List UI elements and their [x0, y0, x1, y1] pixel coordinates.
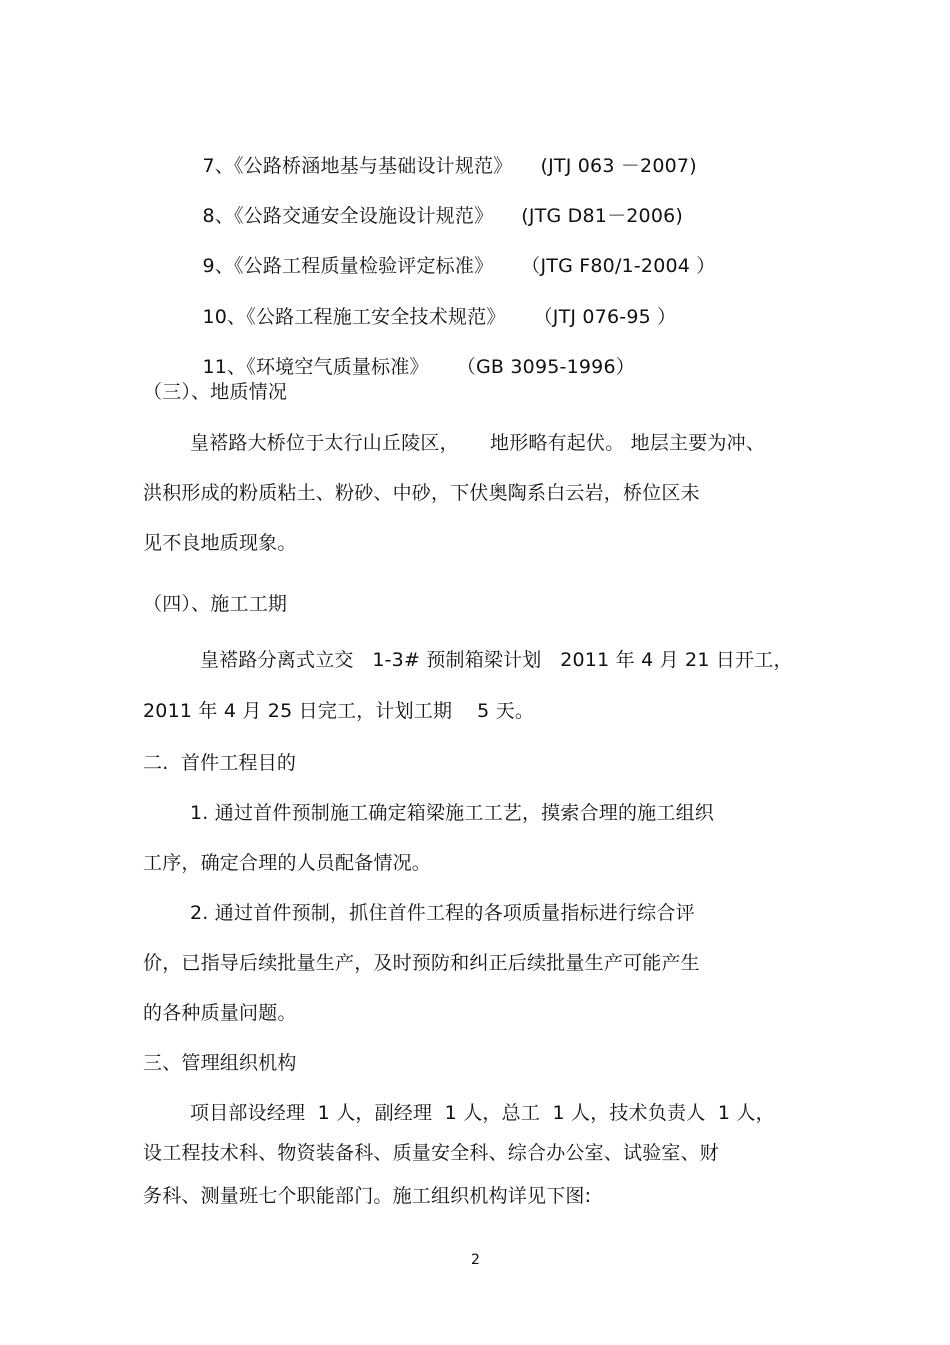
reference-code: （JTJ 076-95 ）	[533, 306, 677, 328]
reference-code: （GB 3095-1996）	[456, 356, 635, 378]
reference-8	[190, 180, 683, 228]
organization-line-3: 务科、测量班七个职能部门。施工组织机构详见下图:	[143, 1185, 592, 1207]
reference-9	[190, 230, 716, 278]
organization-line-1: 项目部设经理 1 人，副经理 1 人，总工 1 人，技术负责人 1 人，	[190, 1102, 775, 1124]
geology-line-2: 洪积形成的粉质粘土、粉砂、中砂，下伏奥陶系白云岩，桥位区未	[143, 482, 700, 504]
reference-title: 11、《环境空气质量标准》	[202, 356, 429, 378]
reference-11	[190, 331, 635, 379]
geology-heading: （三）、地质情况	[143, 381, 288, 403]
organization-heading: 三、管理组织机构	[143, 1052, 297, 1074]
reference-title: 8、《公路交通安全设施设计规范》	[202, 205, 494, 227]
reference-code: (JTG D81－2006)	[521, 205, 684, 227]
reference-title: 7、《公路桥涵地基与基础设计规范》	[202, 155, 513, 177]
schedule-heading: （四）、施工工期	[143, 593, 288, 615]
purpose-item2-line-3: 的各种质量问题。	[143, 1002, 297, 1024]
schedule-line-2: 2011 年 4 月 25 日完工，计划工期 5 天。	[143, 700, 535, 722]
reference-title: 9、《公路工程质量检验评定标准》	[202, 255, 494, 277]
reference-code: （JTG F80/1-2004 ）	[521, 255, 716, 277]
purpose-item2-line-2: 价，已指导后续批量生产，及时预防和纠正后续批量生产可能产生	[143, 952, 700, 974]
purpose-item1-line-2: 工序，确定合理的人员配备情况。	[143, 852, 432, 874]
organization-line-2: 设工程技术科、物资装备科、质量安全科、综合办公室、试验室、财	[143, 1142, 720, 1164]
schedule-line-1: 皇褡路分离式立交 1-3# 预制箱梁计划 2011 年 4 月 21 日开工，	[200, 649, 793, 671]
reference-10	[190, 281, 676, 329]
reference-title: 10、《公路工程施工安全技术规范》	[202, 306, 506, 328]
purpose-item2-line-1: 2. 通过首件预制，抓住首件工程的各项质量指标进行综合评	[190, 902, 695, 924]
page-number: 2	[471, 1252, 480, 1268]
reference-code: (JTJ 063 －2007)	[540, 155, 697, 177]
reference-7	[190, 130, 697, 178]
geology-line-1: 皇褡路大桥位于太行山丘陵区， 地形略有起伏。 地层主要为冲、	[190, 432, 766, 454]
purpose-heading: 二. 首件工程目的	[143, 752, 297, 774]
purpose-item1-line-1: 1. 通过首件预制施工确定箱梁施工工艺，摸索合理的施工组织	[190, 802, 714, 824]
geology-line-3: 见不良地质现象。	[143, 532, 297, 554]
